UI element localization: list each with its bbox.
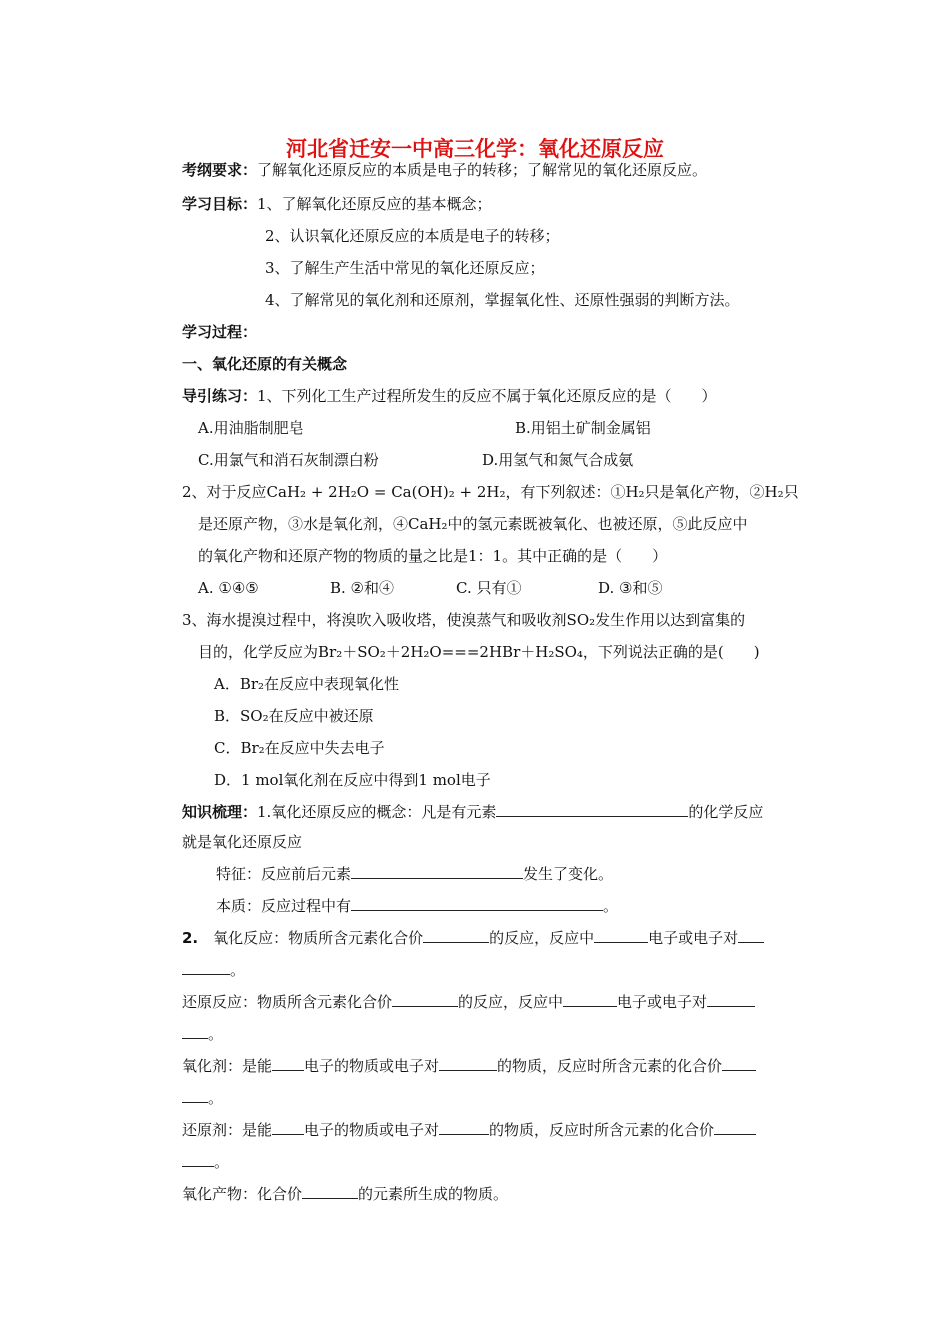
reduction-reaction-line <box>182 991 755 1013</box>
definition-text: 的反应，反应中 <box>489 929 595 947</box>
feature-text: 特征：反应前后元素 <box>216 865 352 883</box>
definition-text: 氧化产物：化合价 <box>182 1185 303 1203</box>
fill-blank[interactable] <box>496 801 688 817</box>
fill-blank[interactable] <box>182 1023 208 1039</box>
feature-text: 发生了变化。 <box>523 865 614 883</box>
reductant-line <box>182 1119 756 1141</box>
goal-item: 2、认识氧化还原反应的本质是电子的转移； <box>265 227 560 245</box>
fill-blank[interactable] <box>439 1119 489 1135</box>
option-c: C．Br₂在反应中失去电子 <box>214 739 385 757</box>
option-c: C.用氯气和消石灰制漂白粉 <box>198 451 379 469</box>
fill-blank[interactable] <box>182 1151 214 1167</box>
exercise-label: 导引练习： <box>182 387 258 405</box>
fill-blank[interactable] <box>722 1055 756 1071</box>
definition-text: 电子的物质或电子对 <box>304 1121 440 1139</box>
concept-text: 1.氧化还原反应的概念：凡是有元素 <box>257 803 497 821</box>
option-a: A.用油脂制肥皂 <box>198 419 304 437</box>
definition-text: 氧化剂：是能 <box>182 1057 273 1075</box>
goal-item: 1、了解氧化还原反应的基本概念； <box>257 195 492 213</box>
option-d: D．1 mol氧化剂在反应中得到1 mol电子 <box>214 771 491 789</box>
essence-line <box>216 895 618 917</box>
question-3-line-1: 3、海水提溴过程中，将溴吹入吸收塔，使溴蒸气和吸收剂SO₂发生作用以达到富集的 <box>182 611 746 629</box>
fill-blank[interactable] <box>423 927 489 943</box>
knowledge-label: 知识梳理： <box>182 803 258 821</box>
concept-text: 就是氧化还原反应 <box>182 833 303 851</box>
definition-text: 电子或电子对 <box>617 993 708 1011</box>
essence-text: 。 <box>603 897 619 915</box>
definition-text: 电子的物质或电子对 <box>304 1057 440 1075</box>
question-3-line-2: 目的，化学反应为Br₂＋SO₂＋2H₂O===2HBr＋H₂SO₄，下列说法正确的是( ) <box>198 643 760 661</box>
syllabus-text: 了解氧化还原反应的本质是电子的转移；了解常见的氧化还原反应。 <box>257 161 708 179</box>
question-2-line-1: 2、对于反应CaH₂ + 2H₂O = Ca(OH)₂ + 2H₂，有下列叙述：①H₂只是氧化产物，②H₂只 <box>182 483 799 501</box>
section-heading: 一、氧化还原的有关概念 <box>182 355 348 373</box>
item-number: 2. <box>182 929 199 947</box>
fill-blank[interactable] <box>272 1055 304 1071</box>
syllabus-line <box>182 159 707 181</box>
definition-text: 的物质，反应时所含元素的化合价 <box>489 1121 715 1139</box>
fill-blank[interactable] <box>351 863 523 879</box>
goal-item: 3、了解生产生活中常见的氧化还原反应； <box>265 259 545 277</box>
question-2-line-3: 的氧化产物和还原产物的物质的量之比是1：1。其中正确的是（ ） <box>198 547 668 565</box>
question-1-stem <box>182 385 717 407</box>
fill-blank[interactable] <box>182 1087 208 1103</box>
fill-blank[interactable] <box>714 1119 756 1135</box>
reduction-reaction-line-2 <box>182 1023 223 1045</box>
fill-blank[interactable] <box>563 991 617 1007</box>
oxidation-product-line <box>182 1183 508 1205</box>
reductant-line-2 <box>182 1151 229 1173</box>
definition-text: 还原剂：是能 <box>182 1121 273 1139</box>
definition-text: 。 <box>208 1089 224 1107</box>
question-2-line-2: 是还原产物，③水是氧化剂，④CaH₂中的氢元素既被氧化、也被还原，⑤此反应中 <box>198 515 748 533</box>
oxidant-line <box>182 1055 756 1077</box>
definition-text: 氧化反应：物质所含元素化合价 <box>213 929 424 947</box>
option-b: B.用铝土矿制金属铝 <box>515 419 651 437</box>
fill-blank[interactable] <box>302 1183 358 1199</box>
oxidant-line-2 <box>182 1087 223 1109</box>
process-label: 学习过程： <box>182 323 258 341</box>
definition-text: 的元素所生成的物质。 <box>358 1185 509 1203</box>
essence-text: 本质：反应过程中有 <box>216 897 352 915</box>
fill-blank[interactable] <box>439 1055 497 1071</box>
oxidation-reaction-line-2 <box>182 959 245 981</box>
definition-text: 还原反应：物质所含元素化合价 <box>182 993 393 1011</box>
option-c: C. 只有① <box>456 579 522 597</box>
definition-text: 。 <box>208 1025 224 1043</box>
definition-text: 的物质，反应时所含元素的化合价 <box>497 1057 723 1075</box>
definition-text: 。 <box>230 961 246 979</box>
feature-line <box>216 863 613 885</box>
fill-blank[interactable] <box>351 895 603 911</box>
option-d: D. ③和⑤ <box>598 579 663 597</box>
fill-blank[interactable] <box>594 927 648 943</box>
definition-text: 的反应，反应中 <box>458 993 564 1011</box>
concept-text: 的化学反应 <box>688 803 764 821</box>
option-a: A．Br₂在反应中表现氧化性 <box>214 675 400 693</box>
definition-text: 。 <box>214 1153 230 1171</box>
fill-blank[interactable] <box>707 991 755 1007</box>
page-title: 河北省迁安一中高三化学：氧化还原反应 <box>286 137 664 161</box>
definition-text: 电子或电子对 <box>648 929 739 947</box>
goal-item: 4、了解常见的氧化剂和还原剂，掌握氧化性、还原性强弱的判断方法。 <box>265 291 740 309</box>
fill-blank[interactable] <box>392 991 458 1007</box>
oxidation-reaction-line <box>182 927 764 949</box>
fill-blank[interactable] <box>738 927 764 943</box>
fill-blank[interactable] <box>182 959 230 975</box>
option-b: B．SO₂在反应中被还原 <box>214 707 374 725</box>
knowledge-line-1 <box>182 801 763 823</box>
goals-label: 学习目标： <box>182 195 258 213</box>
question-text: 1、下列化工生产过程所发生的反应不属于氧化还原反应的是（ ） <box>257 387 717 405</box>
option-a: A. ①④⑤ <box>198 579 259 597</box>
fill-blank[interactable] <box>272 1119 304 1135</box>
goals-line-1 <box>182 193 492 215</box>
option-d: D.用氢气和氮气合成氨 <box>482 451 634 469</box>
option-b: B. ②和④ <box>330 579 395 597</box>
syllabus-label: 考纲要求： <box>182 161 258 179</box>
